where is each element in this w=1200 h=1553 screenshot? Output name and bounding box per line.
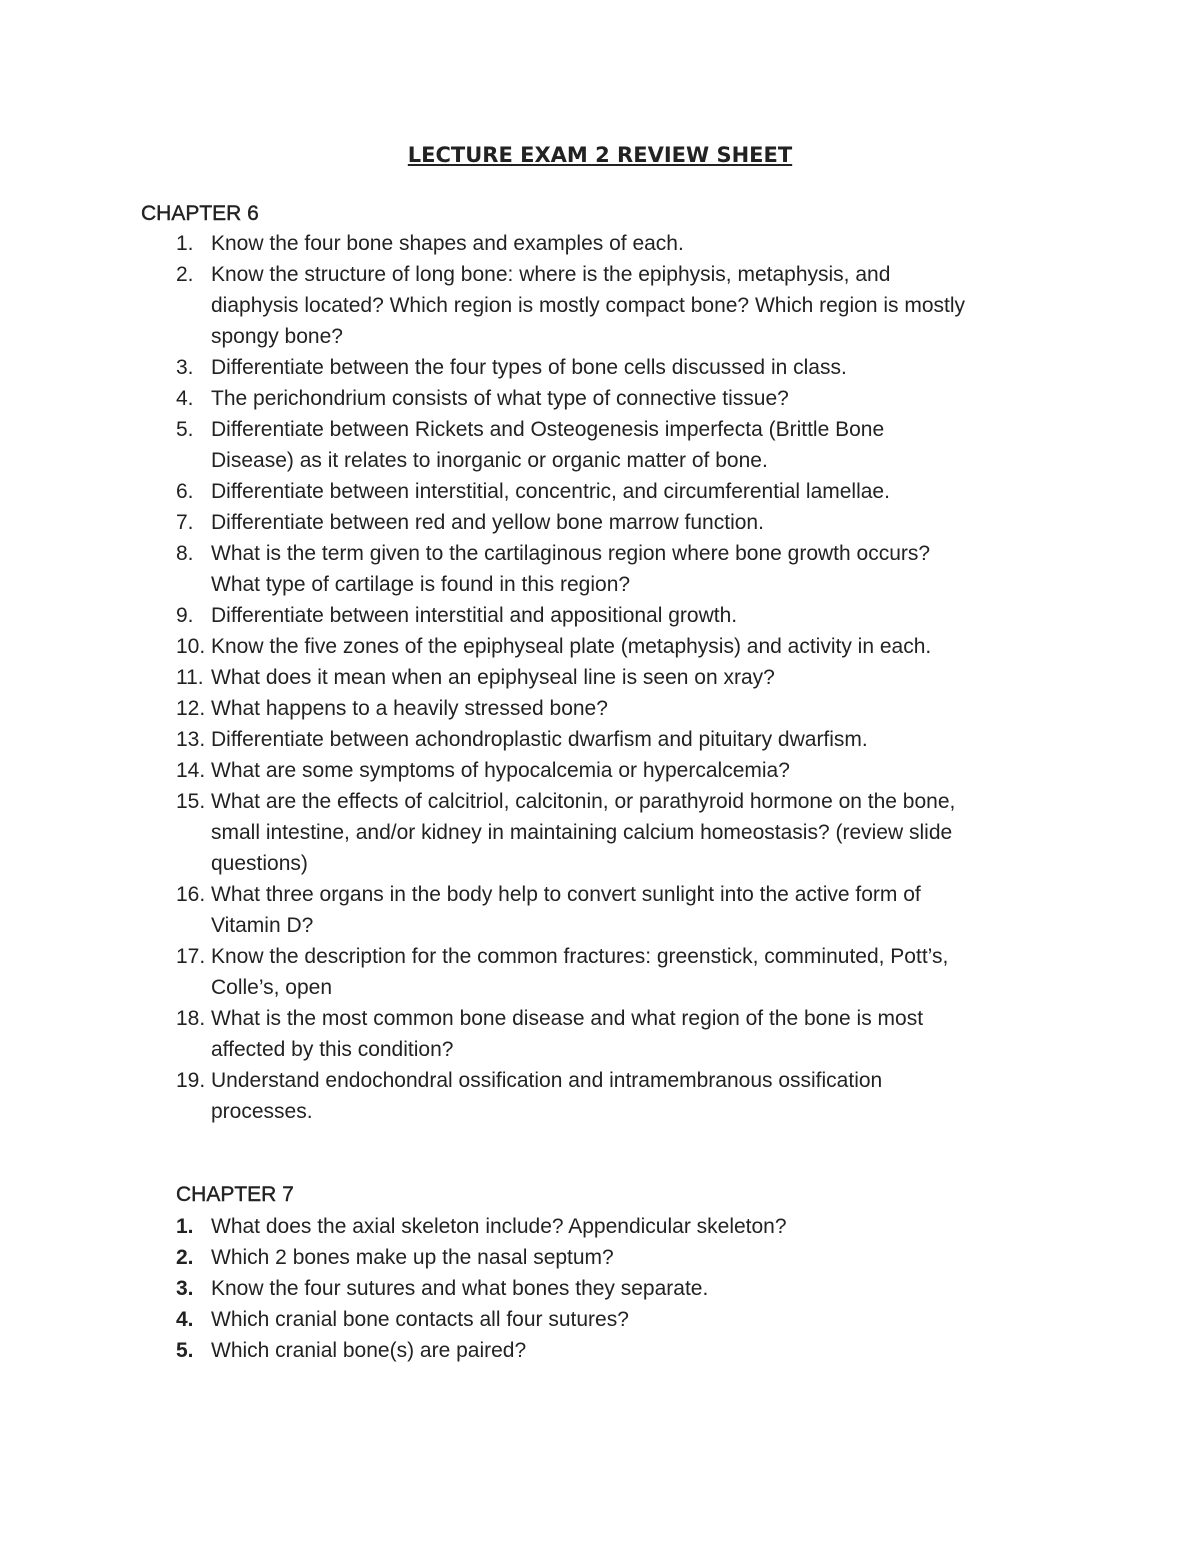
question-text bbox=[211, 507, 1080, 538]
question-number: 5. bbox=[176, 1339, 194, 1362]
question-text-line: What are some symptoms of hypocalcemia or hypercalcemia? bbox=[211, 759, 790, 782]
question-number: 2. bbox=[176, 263, 194, 286]
question-text-line: Know the five zones of the epiphyseal plate (metaphysis) and activity in each. bbox=[211, 635, 932, 658]
question-text bbox=[211, 1211, 1080, 1242]
question-text bbox=[211, 941, 1080, 1003]
question-text bbox=[211, 755, 1080, 786]
question-text-line: What are the effects of calcitriol, calcitonin, or parathyroid hormone on the bone, bbox=[211, 790, 956, 813]
question-item bbox=[0, 383, 1200, 414]
question-item bbox=[0, 1304, 1200, 1335]
question-text-line: Differentiate between the four types of bone cells discussed in class. bbox=[211, 356, 847, 379]
question-text bbox=[211, 724, 1080, 755]
question-text bbox=[211, 1335, 1080, 1366]
question-text-line: What happens to a heavily stressed bone? bbox=[211, 697, 608, 720]
question-item bbox=[0, 1242, 1200, 1273]
question-item bbox=[0, 476, 1200, 507]
question-number: 3. bbox=[176, 356, 194, 379]
question-text-line: Vitamin D? bbox=[211, 914, 314, 937]
question-text-line: What type of cartilage is found in this region? bbox=[211, 573, 631, 596]
question-text bbox=[211, 693, 1080, 724]
question-number: 16. bbox=[176, 883, 206, 906]
question-item bbox=[0, 724, 1200, 755]
question-item bbox=[0, 631, 1200, 662]
question-number: 15. bbox=[176, 790, 206, 813]
question-number: 6. bbox=[176, 480, 194, 503]
question-number: 2. bbox=[176, 1246, 194, 1269]
question-text-line: What three organs in the body help to convert sunlight into the active form of bbox=[211, 883, 921, 906]
question-number: 14. bbox=[176, 759, 206, 782]
chapter-6-heading: CHAPTER 6 bbox=[141, 202, 259, 225]
question-text-line: diaphysis located? Which region is mostly compact bone? Which region is mostly bbox=[211, 294, 966, 317]
question-text-line: What is the term given to the cartilaginous region where bone growth occurs? bbox=[211, 542, 931, 565]
question-number: 12. bbox=[176, 697, 206, 720]
question-number: 8. bbox=[176, 542, 194, 565]
question-text-line: Know the four sutures and what bones they separate. bbox=[211, 1277, 709, 1300]
page-title: LECTURE EXAM 2 REVIEW SHEET bbox=[407, 143, 793, 167]
question-text bbox=[211, 1065, 1080, 1127]
question-item bbox=[0, 538, 1200, 600]
question-number: 11. bbox=[176, 666, 204, 689]
question-number: 3. bbox=[176, 1277, 194, 1300]
question-text-line: What is the most common bone disease and what region of the bone is most bbox=[211, 1007, 924, 1030]
question-text-line: Which 2 bones make up the nasal septum? bbox=[211, 1246, 614, 1269]
question-text bbox=[211, 662, 1080, 693]
question-item bbox=[0, 259, 1200, 352]
question-text-line: small intestine, and/or kidney in maintaining calcium homeostasis? (review slide bbox=[211, 821, 953, 844]
question-item bbox=[0, 352, 1200, 383]
chapter-6-question-list bbox=[0, 228, 1200, 1127]
question-item bbox=[0, 600, 1200, 631]
question-text bbox=[211, 600, 1080, 631]
question-number: 18. bbox=[176, 1007, 206, 1030]
question-number: 7. bbox=[176, 511, 194, 534]
question-item bbox=[0, 662, 1200, 693]
question-text bbox=[211, 1003, 1080, 1065]
question-text-line: What does it mean when an epiphyseal line is seen on xray? bbox=[211, 666, 775, 689]
question-item bbox=[0, 1003, 1200, 1065]
question-text-line: Know the description for the common fractures: greenstick, comminuted, Pott’s, bbox=[211, 945, 949, 968]
question-item bbox=[0, 786, 1200, 879]
question-text-line: Know the four bone shapes and examples of each. bbox=[211, 232, 684, 255]
question-text bbox=[211, 879, 1080, 941]
question-text-line: Differentiate between interstitial and appositional growth. bbox=[211, 604, 738, 627]
question-text-line: affected by this condition? bbox=[211, 1038, 454, 1061]
question-item bbox=[0, 507, 1200, 538]
question-text-line: Colle’s, open bbox=[211, 976, 333, 999]
question-text bbox=[211, 1273, 1080, 1304]
chapter-7-question-list bbox=[0, 1211, 1200, 1366]
question-text bbox=[211, 1304, 1080, 1335]
question-text-line: Disease) as it relates to inorganic or organic matter of bone. bbox=[211, 449, 768, 472]
question-text-line: Differentiate between interstitial, concentric, and circumferential lamellae. bbox=[211, 480, 890, 503]
question-text bbox=[211, 259, 1080, 352]
question-text bbox=[211, 383, 1080, 414]
question-item bbox=[0, 879, 1200, 941]
question-number: 4. bbox=[176, 387, 194, 410]
question-text-line: Differentiate between Rickets and Osteogenesis imperfecta (Brittle Bone bbox=[211, 418, 885, 441]
question-text-line: processes. bbox=[211, 1100, 313, 1123]
question-text bbox=[211, 538, 1080, 600]
question-text-line: Which cranial bone contacts all four sutures? bbox=[211, 1308, 629, 1331]
question-number: 5. bbox=[176, 418, 194, 441]
question-item bbox=[0, 1335, 1200, 1366]
question-number: 9. bbox=[176, 604, 194, 627]
question-number: 17. bbox=[176, 945, 206, 968]
question-text-line: Understand endochondral ossification and intramembranous ossification bbox=[211, 1069, 883, 1092]
question-text-line: spongy bone? bbox=[211, 325, 343, 348]
question-number: 1. bbox=[176, 232, 194, 255]
question-text bbox=[211, 352, 1080, 383]
question-text bbox=[211, 786, 1080, 879]
question-item bbox=[0, 755, 1200, 786]
question-text bbox=[211, 228, 1080, 259]
question-text-line: Differentiate between red and yellow bone marrow function. bbox=[211, 511, 764, 534]
question-item bbox=[0, 228, 1200, 259]
question-text-line: What does the axial skeleton include? Appendicular skeleton? bbox=[211, 1215, 787, 1238]
question-text-line: Know the structure of long bone: where is the epiphysis, metaphysis, and bbox=[211, 263, 891, 286]
question-number: 4. bbox=[176, 1308, 194, 1331]
question-number: 19. bbox=[176, 1069, 206, 1092]
question-item bbox=[0, 941, 1200, 1003]
chapter-7-heading: CHAPTER 7 bbox=[176, 1183, 294, 1206]
question-item bbox=[0, 414, 1200, 476]
question-text bbox=[211, 1242, 1080, 1273]
question-text-line: The perichondrium consists of what type of connective tissue? bbox=[211, 387, 789, 410]
question-item bbox=[0, 1065, 1200, 1127]
question-number: 13. bbox=[176, 728, 206, 751]
question-number: 1. bbox=[176, 1215, 194, 1238]
question-text-line: questions) bbox=[211, 852, 308, 875]
question-text bbox=[211, 476, 1080, 507]
question-text bbox=[211, 631, 1080, 662]
question-text-line: Differentiate between achondroplastic dwarfism and pituitary dwarfism. bbox=[211, 728, 868, 751]
question-text bbox=[211, 414, 1080, 476]
question-item bbox=[0, 1211, 1200, 1242]
question-text-line: Which cranial bone(s) are paired? bbox=[211, 1339, 527, 1362]
question-item bbox=[0, 693, 1200, 724]
question-item bbox=[0, 1273, 1200, 1304]
question-number: 10. bbox=[176, 635, 206, 658]
